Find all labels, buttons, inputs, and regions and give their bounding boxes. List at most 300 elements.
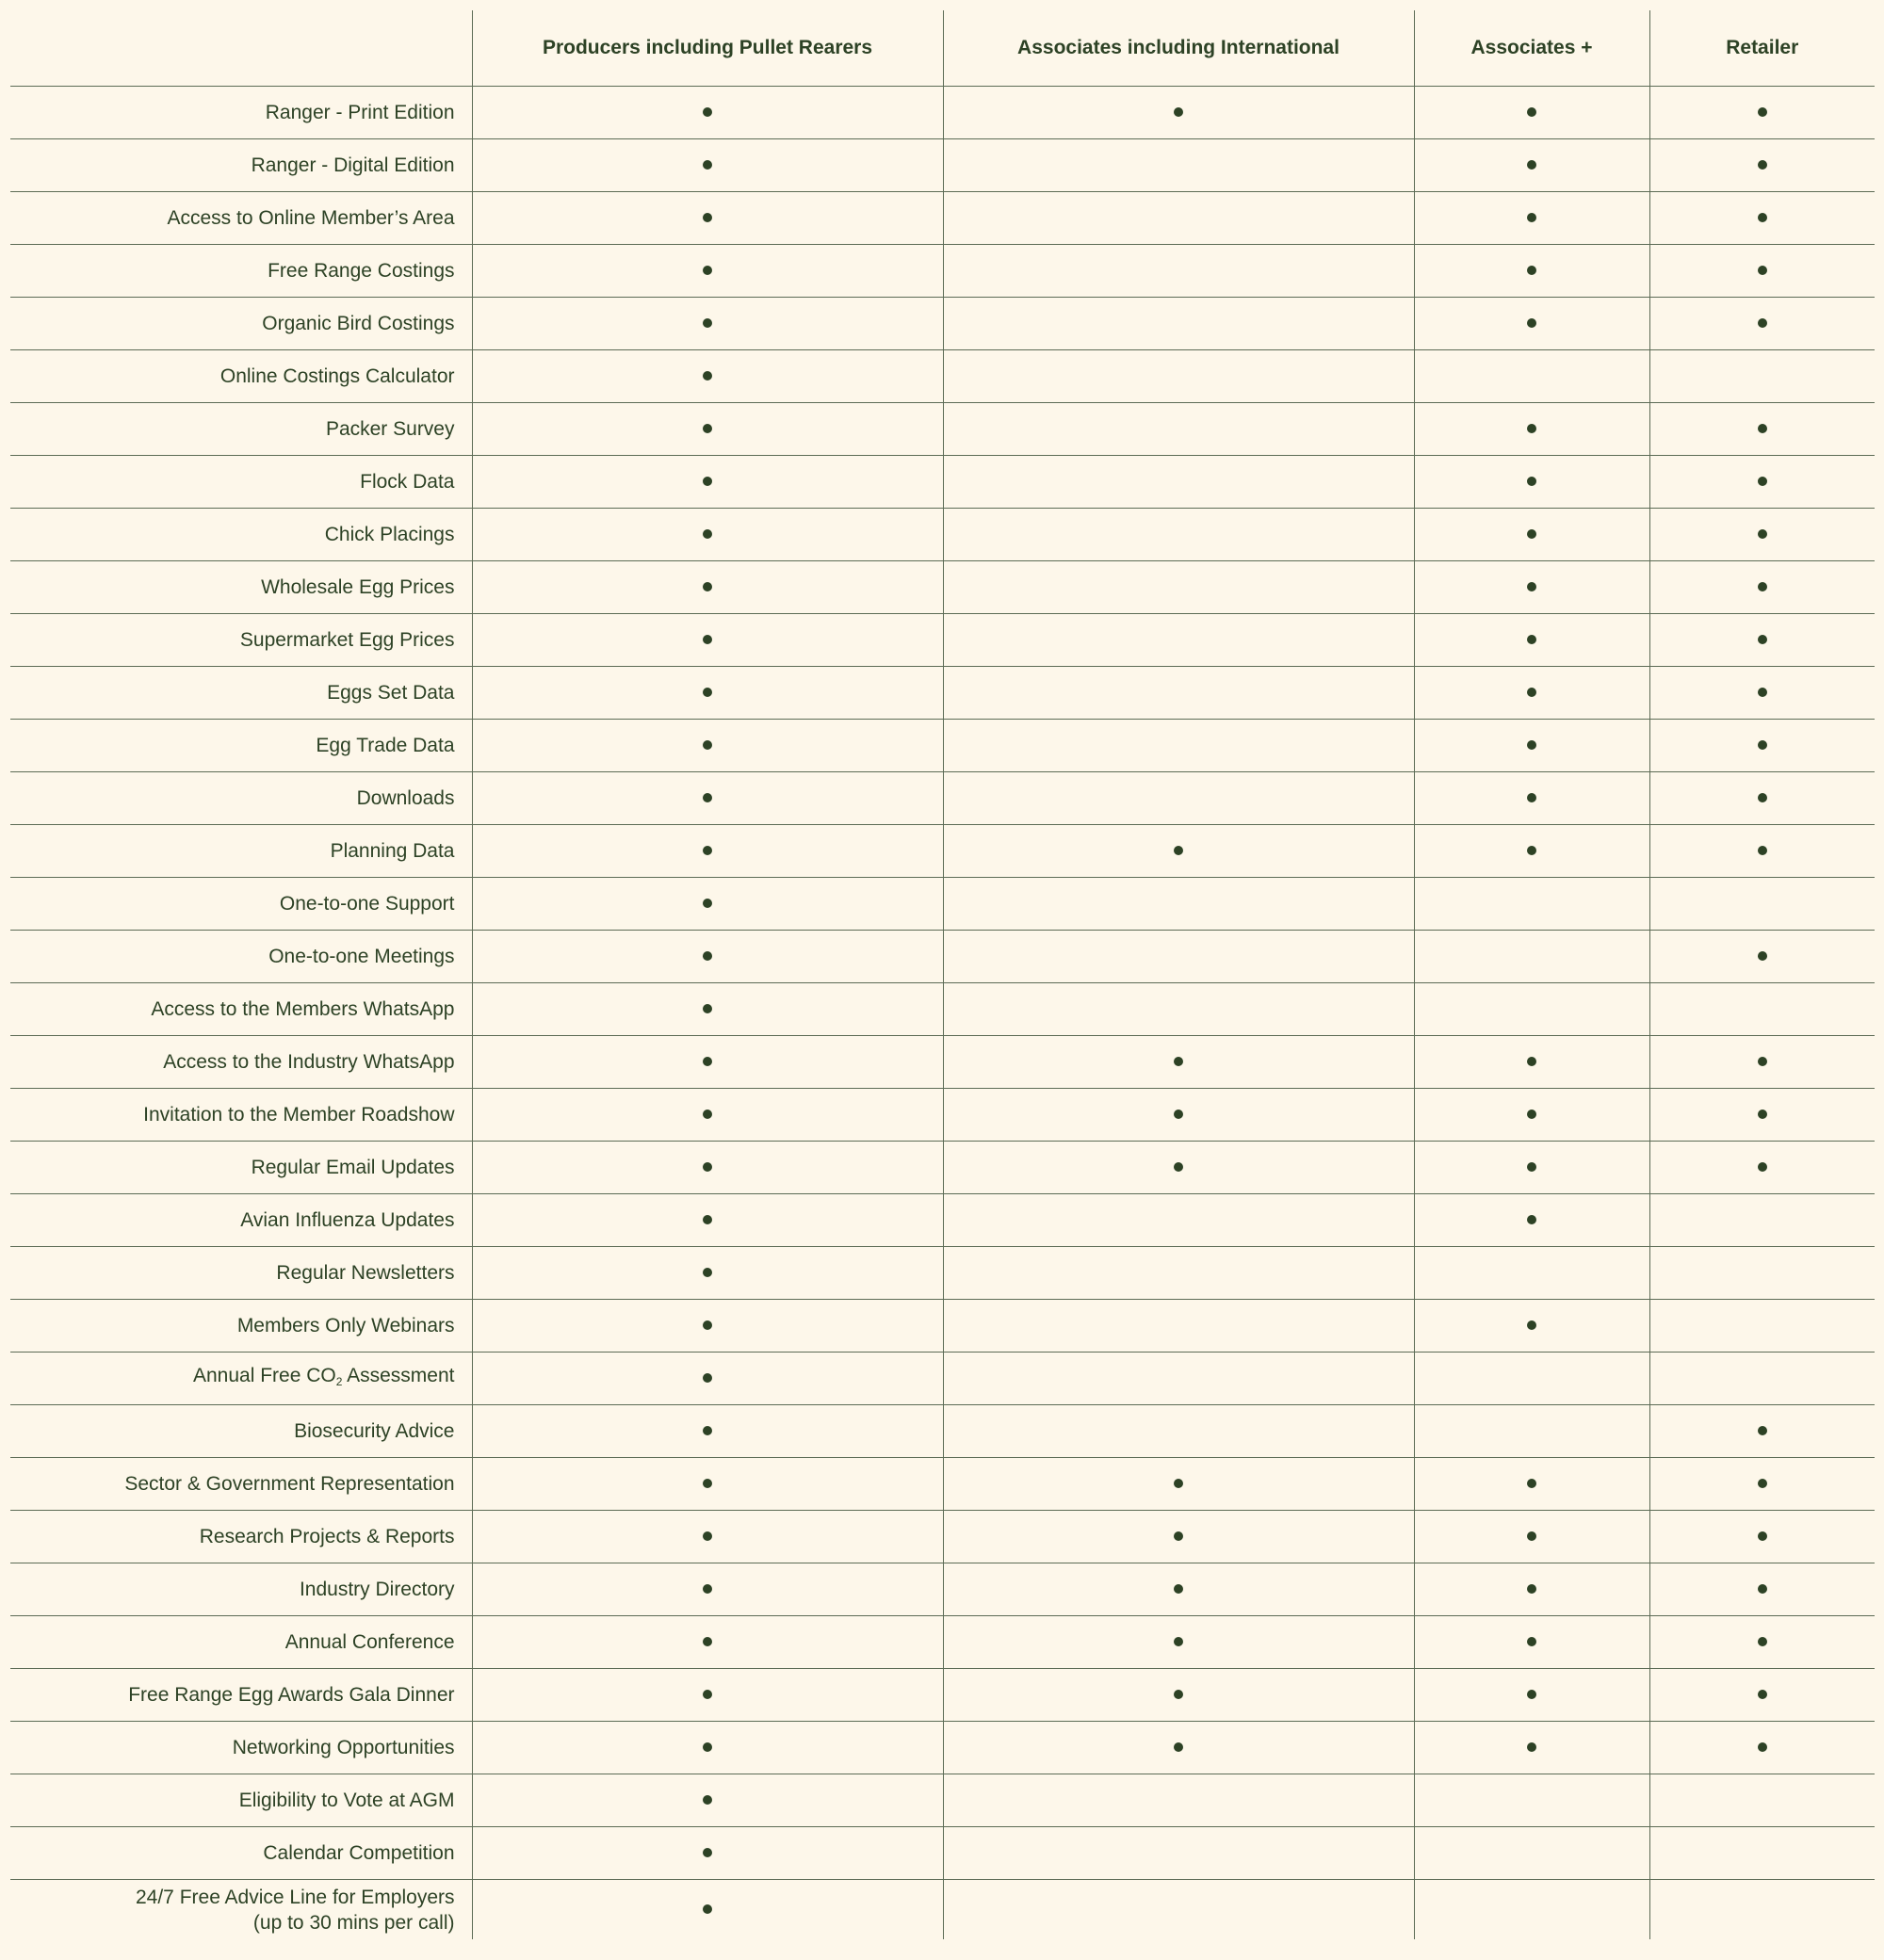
cell-retailer [1649,1880,1875,1940]
included-dot-icon [703,1584,712,1594]
cell-retailer [1649,350,1875,403]
included-dot-icon [1758,1690,1767,1699]
included-dot-icon [1758,1637,1767,1646]
cell-associates-plus [1414,614,1649,667]
cell-retailer [1649,878,1875,931]
cell-producers [472,1616,943,1669]
cell-producers [472,614,943,667]
included-dot-icon [703,688,712,697]
cell-producers [472,878,943,931]
table-row [10,1458,1875,1511]
table-row [10,720,1875,772]
benefit-label: Networking Opportunities [10,1722,472,1774]
cell-associates [943,1458,1414,1511]
benefit-label: One-to-one Support [10,878,472,931]
included-dot-icon [1527,529,1536,539]
cell-associates-plus [1414,720,1649,772]
table-row [10,1194,1875,1247]
cell-associates-plus [1414,1036,1649,1089]
included-dot-icon [1527,424,1536,433]
cell-retailer [1649,1563,1875,1616]
included-dot-icon [1527,582,1536,591]
cell-associates-plus [1414,1089,1649,1142]
cell-retailer [1649,720,1875,772]
included-dot-icon [1527,793,1536,802]
cell-associates [943,878,1414,931]
cell-retailer [1649,1300,1875,1353]
table-row [10,825,1875,878]
included-dot-icon [703,1795,712,1805]
table-row [10,1089,1875,1142]
benefit-label: Free Range Egg Awards Gala Dinner [10,1669,472,1722]
cell-producers [472,667,943,720]
cell-producers [472,1722,943,1774]
cell-associates [943,87,1414,139]
cell-associates-plus [1414,192,1649,245]
included-dot-icon [1758,213,1767,222]
benefit-label: Organic Bird Costings [10,298,472,350]
benefit-label-line: 24/7 Free Advice Line for Employers [135,1886,455,1908]
included-dot-icon [703,1742,712,1752]
cell-associates [943,983,1414,1036]
cell-associates-plus [1414,1563,1649,1616]
benefit-label: Egg Trade Data [10,720,472,772]
cell-retailer [1649,87,1875,139]
included-dot-icon [703,107,712,117]
cell-retailer [1649,667,1875,720]
included-dot-icon [703,213,712,222]
included-dot-icon [1527,1320,1536,1330]
benefit-label: Ranger - Digital Edition [10,139,472,192]
benefit-label: Access to Online Member’s Area [10,192,472,245]
included-dot-icon [1527,213,1536,222]
cell-retailer [1649,403,1875,456]
benefit-label: Flock Data [10,456,472,509]
included-dot-icon [1527,477,1536,486]
column-header-retailer: Retailer [1649,10,1875,87]
cell-retailer [1649,192,1875,245]
table-row [10,1353,1875,1405]
benefit-label: Access to the Members WhatsApp [10,983,472,1036]
included-dot-icon [703,1057,712,1066]
table-row [10,245,1875,298]
cell-producers [472,1511,943,1563]
benefit-label [10,1353,472,1405]
included-dot-icon [1527,107,1536,117]
cell-producers [472,1563,943,1616]
cell-producers [472,1300,943,1353]
included-dot-icon [1174,1479,1183,1488]
table-row [10,1563,1875,1616]
cell-producers [472,245,943,298]
cell-associates-plus [1414,403,1649,456]
cell-producers [472,1669,943,1722]
included-dot-icon [703,635,712,644]
included-dot-icon [1758,688,1767,697]
cell-retailer [1649,1458,1875,1511]
cell-associates-plus [1414,87,1649,139]
cell-associates [943,1300,1414,1353]
cell-associates [943,1353,1414,1405]
cell-associates [943,1616,1414,1669]
column-header-associates-plus: Associates + [1414,10,1649,87]
column-header-associates: Associates including International [943,10,1414,87]
cell-associates [943,931,1414,983]
included-dot-icon [1758,1110,1767,1119]
cell-associates-plus [1414,772,1649,825]
cell-retailer [1649,931,1875,983]
included-dot-icon [703,424,712,433]
benefits-table [10,10,1875,1939]
cell-associates-plus [1414,509,1649,561]
benefit-label: Planning Data [10,825,472,878]
cell-retailer [1649,1194,1875,1247]
benefit-label-text: Assessment [342,1364,455,1386]
included-dot-icon [703,793,712,802]
included-dot-icon [703,477,712,486]
included-dot-icon [1174,1110,1183,1119]
cell-retailer [1649,1827,1875,1880]
included-dot-icon [703,1110,712,1119]
cell-producers [472,403,943,456]
included-dot-icon [703,1637,712,1646]
cell-associates [943,509,1414,561]
cell-producers [472,1458,943,1511]
cell-associates-plus [1414,561,1649,614]
benefits-comparison [10,10,1875,1939]
included-dot-icon [1174,1584,1183,1594]
cell-producers [472,561,943,614]
table-row [10,1669,1875,1722]
cell-associates [943,350,1414,403]
included-dot-icon [1174,1742,1183,1752]
included-dot-icon [1758,582,1767,591]
included-dot-icon [1527,1215,1536,1224]
included-dot-icon [1527,688,1536,697]
cell-producers [472,720,943,772]
cell-associates [943,245,1414,298]
included-dot-icon [1527,266,1536,275]
included-dot-icon [1758,266,1767,275]
included-dot-icon [703,582,712,591]
benefit-label: Regular Email Updates [10,1142,472,1194]
cell-retailer [1649,1247,1875,1300]
cell-retailer [1649,561,1875,614]
included-dot-icon [703,846,712,855]
cell-associates-plus [1414,1616,1649,1669]
included-dot-icon [1174,1057,1183,1066]
cell-associates-plus [1414,825,1649,878]
included-dot-icon [1758,635,1767,644]
cell-associates [943,1511,1414,1563]
cell-associates [943,139,1414,192]
cell-producers [472,139,943,192]
cell-retailer [1649,1616,1875,1669]
benefit-label: Free Range Costings [10,245,472,298]
included-dot-icon [703,371,712,381]
cell-producers [472,1142,943,1194]
benefit-label: Industry Directory [10,1563,472,1616]
included-dot-icon [1758,1742,1767,1752]
cell-producers [472,1194,943,1247]
included-dot-icon [1527,318,1536,328]
included-dot-icon [1758,1426,1767,1435]
cell-retailer [1649,1722,1875,1774]
cell-associates [943,1722,1414,1774]
cell-associates [943,192,1414,245]
cell-retailer [1649,1142,1875,1194]
cell-producers [472,772,943,825]
table-row [10,456,1875,509]
benefit-label: Calendar Competition [10,1827,472,1880]
benefit-label: Chick Placings [10,509,472,561]
included-dot-icon [1527,1637,1536,1646]
cell-associates-plus [1414,1194,1649,1247]
table-row [10,1616,1875,1669]
included-dot-icon [1527,635,1536,644]
table-row [10,1774,1875,1827]
included-dot-icon [703,1531,712,1541]
included-dot-icon [1758,740,1767,750]
table-row [10,350,1875,403]
cell-associates-plus [1414,1511,1649,1563]
cell-producers [472,1827,943,1880]
cell-retailer [1649,245,1875,298]
included-dot-icon [1174,1637,1183,1646]
table-row [10,561,1875,614]
benefit-label-subscript: 2 [335,1374,343,1388]
cell-retailer [1649,825,1875,878]
cell-associates [943,1142,1414,1194]
table-row [10,1511,1875,1563]
included-dot-icon [1758,529,1767,539]
cell-producers [472,931,943,983]
cell-retailer [1649,1353,1875,1405]
cell-associates [943,1669,1414,1722]
cell-associates [943,456,1414,509]
cell-producers [472,1405,943,1458]
cell-associates [943,772,1414,825]
included-dot-icon [1758,1584,1767,1594]
included-dot-icon [1174,846,1183,855]
included-dot-icon [703,1690,712,1699]
cell-retailer [1649,1405,1875,1458]
included-dot-icon [1527,1584,1536,1594]
cell-retailer [1649,1089,1875,1142]
benefits-rows [10,87,1875,1940]
cell-retailer [1649,139,1875,192]
cell-retailer [1649,298,1875,350]
included-dot-icon [1527,1110,1536,1119]
cell-retailer [1649,456,1875,509]
cell-associates-plus [1414,1880,1649,1940]
cell-associates-plus [1414,1142,1649,1194]
included-dot-icon [1527,1479,1536,1488]
cell-associates-plus [1414,456,1649,509]
included-dot-icon [703,1162,712,1172]
benefit-label: Access to the Industry WhatsApp [10,1036,472,1089]
included-dot-icon [1527,1162,1536,1172]
cell-associates [943,1247,1414,1300]
table-row [10,1405,1875,1458]
included-dot-icon [1758,424,1767,433]
included-dot-icon [1758,318,1767,328]
included-dot-icon [703,1426,712,1435]
cell-retailer [1649,983,1875,1036]
cell-associates-plus [1414,139,1649,192]
included-dot-icon [703,318,712,328]
benefit-label: Regular Newsletters [10,1247,472,1300]
table-row [10,139,1875,192]
table-row [10,772,1875,825]
table-row [10,931,1875,983]
included-dot-icon [703,1004,712,1013]
cell-associates-plus [1414,1247,1649,1300]
benefit-label: Eggs Set Data [10,667,472,720]
table-row [10,1036,1875,1089]
benefit-label: Online Costings Calculator [10,350,472,403]
benefit-label-line: (up to 30 mins per call) [252,1911,455,1934]
cell-retailer [1649,772,1875,825]
included-dot-icon [1758,1531,1767,1541]
cell-associates [943,825,1414,878]
included-dot-icon [703,1479,712,1488]
header-corner [10,10,472,87]
cell-associates-plus [1414,878,1649,931]
included-dot-icon [703,740,712,750]
table-row [10,614,1875,667]
table-row [10,1247,1875,1300]
header-row [10,10,1875,87]
cell-associates [943,1563,1414,1616]
column-header-producers: Producers including Pullet Rearers [472,10,943,87]
cell-producers [472,983,943,1036]
benefit-label: Ranger - Print Edition [10,87,472,139]
cell-associates [943,614,1414,667]
included-dot-icon [1527,1742,1536,1752]
benefit-label: Biosecurity Advice [10,1405,472,1458]
benefit-label: Supermarket Egg Prices [10,614,472,667]
cell-associates-plus [1414,1405,1649,1458]
table-row [10,87,1875,139]
cell-associates-plus [1414,298,1649,350]
benefit-label: Packer Survey [10,403,472,456]
benefit-label: Research Projects & Reports [10,1511,472,1563]
included-dot-icon [1758,793,1767,802]
cell-associates-plus [1414,1458,1649,1511]
cell-producers [472,350,943,403]
cell-associates-plus [1414,1774,1649,1827]
table-row [10,878,1875,931]
cell-producers [472,1353,943,1405]
benefit-label: Avian Influenza Updates [10,1194,472,1247]
cell-associates [943,403,1414,456]
included-dot-icon [1527,160,1536,170]
table-row [10,667,1875,720]
cell-associates-plus [1414,983,1649,1036]
included-dot-icon [703,1848,712,1857]
included-dot-icon [1758,1057,1767,1066]
cell-retailer [1649,1774,1875,1827]
table-row [10,1827,1875,1880]
included-dot-icon [1527,1057,1536,1066]
included-dot-icon [1174,1690,1183,1699]
benefit-label: Members Only Webinars [10,1300,472,1353]
cell-associates [943,720,1414,772]
cell-retailer [1649,509,1875,561]
cell-retailer [1649,1036,1875,1089]
included-dot-icon [1527,740,1536,750]
cell-producers [472,1774,943,1827]
cell-producers [472,87,943,139]
cell-producers [472,298,943,350]
benefit-label: Wholesale Egg Prices [10,561,472,614]
included-dot-icon [1527,1690,1536,1699]
benefit-label [10,1880,472,1940]
cell-producers [472,192,943,245]
cell-associates-plus [1414,350,1649,403]
included-dot-icon [1527,846,1536,855]
cell-producers [472,456,943,509]
table-row [10,1142,1875,1194]
included-dot-icon [703,1215,712,1224]
cell-associates [943,667,1414,720]
included-dot-icon [1758,107,1767,117]
included-dot-icon [703,899,712,908]
cell-associates [943,1089,1414,1142]
table-row [10,1722,1875,1774]
included-dot-icon [1758,477,1767,486]
included-dot-icon [1174,1531,1183,1541]
cell-producers [472,825,943,878]
benefit-label: One-to-one Meetings [10,931,472,983]
cell-producers [472,509,943,561]
included-dot-icon [703,1904,712,1914]
cell-producers [472,1247,943,1300]
cell-associates-plus [1414,1722,1649,1774]
benefit-label: Downloads [10,772,472,825]
benefit-label: Annual Conference [10,1616,472,1669]
cell-producers [472,1089,943,1142]
cell-associates-plus [1414,1669,1649,1722]
cell-retailer [1649,1511,1875,1563]
table-row [10,1300,1875,1353]
table-row [10,509,1875,561]
cell-associates-plus [1414,1300,1649,1353]
included-dot-icon [703,1320,712,1330]
benefit-label: Eligibility to Vote at AGM [10,1774,472,1827]
cell-associates-plus [1414,667,1649,720]
cell-associates [943,561,1414,614]
included-dot-icon [1758,160,1767,170]
included-dot-icon [703,1373,712,1383]
cell-producers [472,1036,943,1089]
table-row [10,298,1875,350]
cell-retailer [1649,614,1875,667]
benefit-label: Sector & Government Representation [10,1458,472,1511]
included-dot-icon [1758,1479,1767,1488]
cell-associates [943,298,1414,350]
cell-associates-plus [1414,931,1649,983]
table-row [10,192,1875,245]
included-dot-icon [703,951,712,961]
cell-associates [943,1774,1414,1827]
cell-associates [943,1405,1414,1458]
table-row [10,1880,1875,1940]
included-dot-icon [703,266,712,275]
cell-retailer [1649,1669,1875,1722]
included-dot-icon [1174,1162,1183,1172]
